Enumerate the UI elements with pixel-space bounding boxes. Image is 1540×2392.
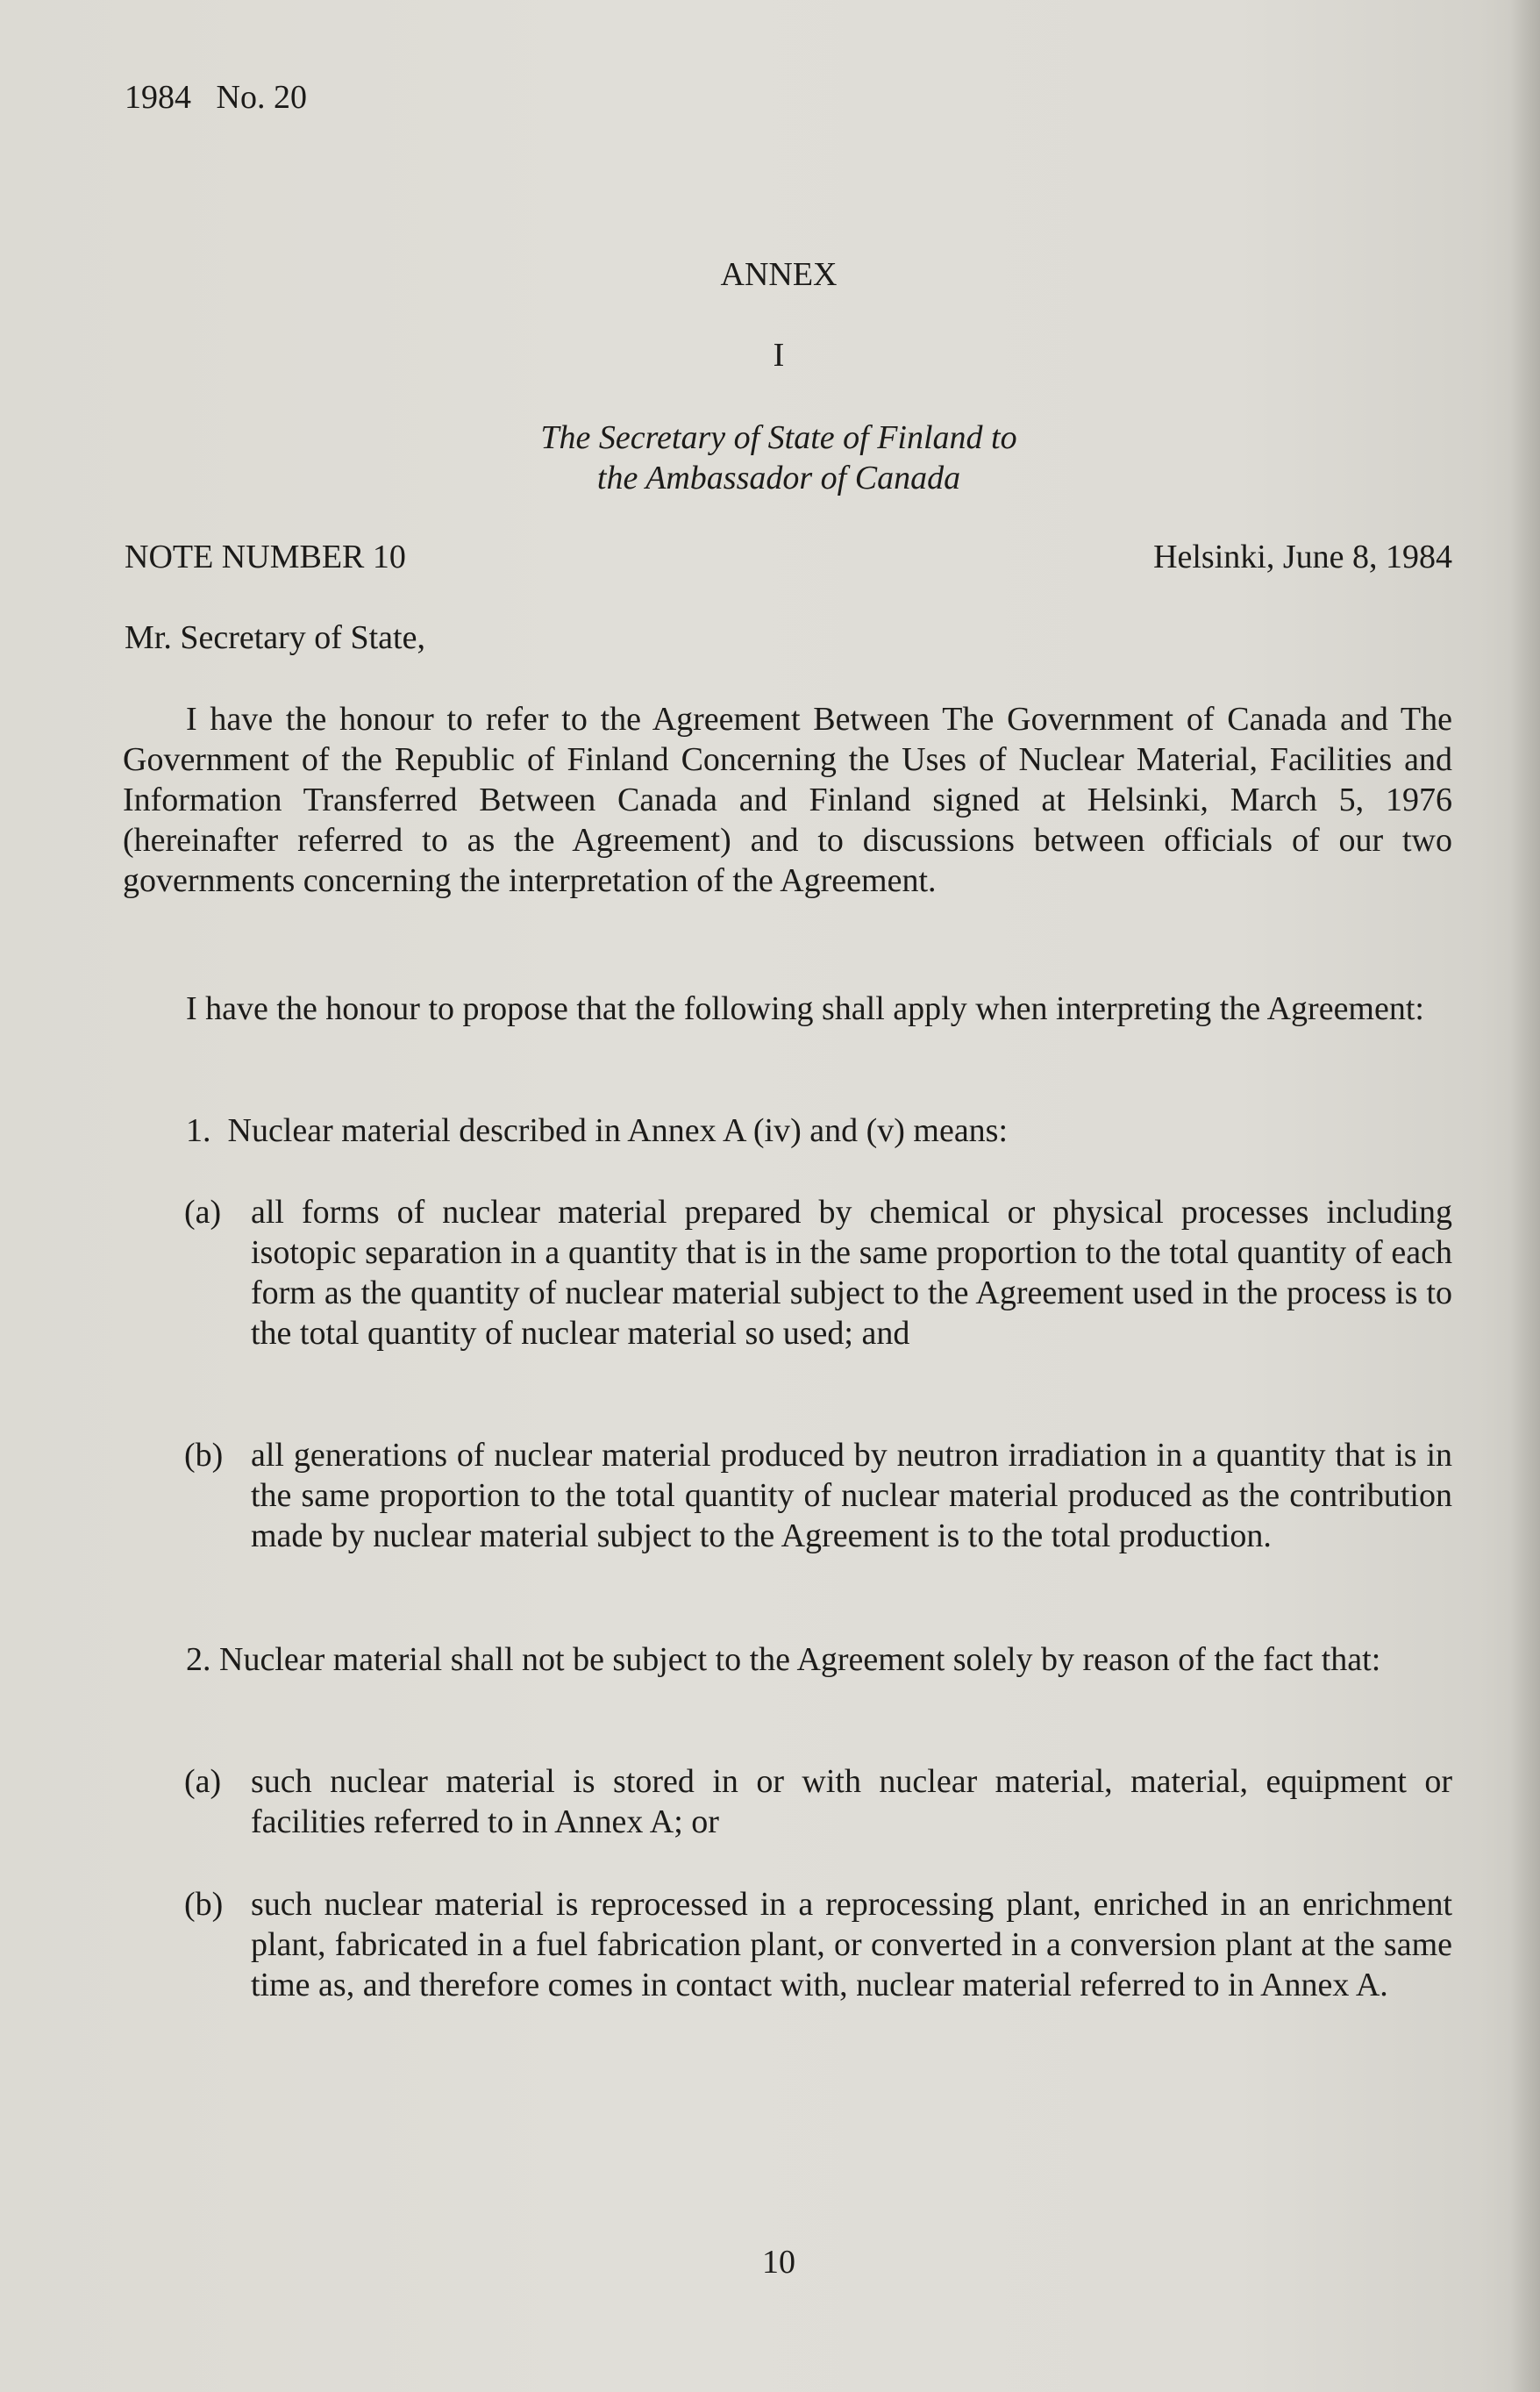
salutation: Mr. Secretary of State, — [125, 619, 425, 656]
note-number: NOTE NUMBER 10 — [125, 539, 406, 575]
item-1b-text: all generations of nuclear material produced by neutron irradiation in a quantity that is in the same proportion to the total quantity of nuclear material produced as the contribution made by nuclear material subject to the Agreement is to the total production. — [251, 1437, 1452, 1554]
item-2-intro: 2. Nuclear material shall not be subject to the Agreement solely by reason of the fact that: — [186, 1641, 1381, 1678]
paragraph-1: I have the honour to refer to the Agreement Between The Government of Canada and The Government of the Republic of Finland Concerning the Uses of Nuclear Material, Facilities and Information Transferred Between Canada and Finland signed at Helsinki, March 5, 1976 (hereinafter referred to as the Agreement) and to discussions between officials of our two governments concerning the interpretation of the Agreement. — [123, 701, 1452, 899]
from-line-2: the Ambassador of Canada — [596, 460, 961, 496]
page-edge-shadow — [1510, 0, 1540, 2392]
item-2b-text: such nuclear material is reprocessed in a reprocessing plant, enriched in an enrichment plant, fabricated in a fuel fabrication plant, or converted in a conversion plant at the same time as, and therefore comes in contact with, nuclear material referred to in Annex A. — [251, 1886, 1452, 2003]
page-header: 1984 No. 20 — [125, 79, 307, 116]
annex-roman-numeral: I — [773, 337, 785, 374]
item-2b-label: (b) — [184, 1886, 224, 1923]
item-2a-label: (a) — [184, 1763, 222, 1800]
paragraph-2: I have the honour to propose that the following shall apply when interpreting the Agreement: — [186, 990, 1424, 1027]
item-1-intro: 1. Nuclear material described in Annex A (iv) and (v) means: — [186, 1112, 1009, 1149]
place-date: Helsinki, June 8, 1984 — [1153, 539, 1452, 575]
item-1b-label: (b) — [184, 1437, 224, 1474]
annex-title: ANNEX — [720, 256, 838, 293]
from-line-1: The Secretary of State of Finland to — [540, 419, 1017, 456]
item-1a-label: (a) — [184, 1194, 222, 1231]
item-2a-text: such nuclear material is stored in or with nuclear material, material, equipment or facilities referred to in Annex A; or — [251, 1763, 1452, 1840]
item-1a-text: all forms of nuclear material prepared by chemical or physical processes including isotopic separation in a quantity that is in the same proportion to the total quantity of each form as the quantity of nuclear material subject to the Agreement used in the process is to the total quantity of nuclear material so used; and — [251, 1194, 1452, 1352]
page-number: 10 — [762, 2244, 795, 2281]
